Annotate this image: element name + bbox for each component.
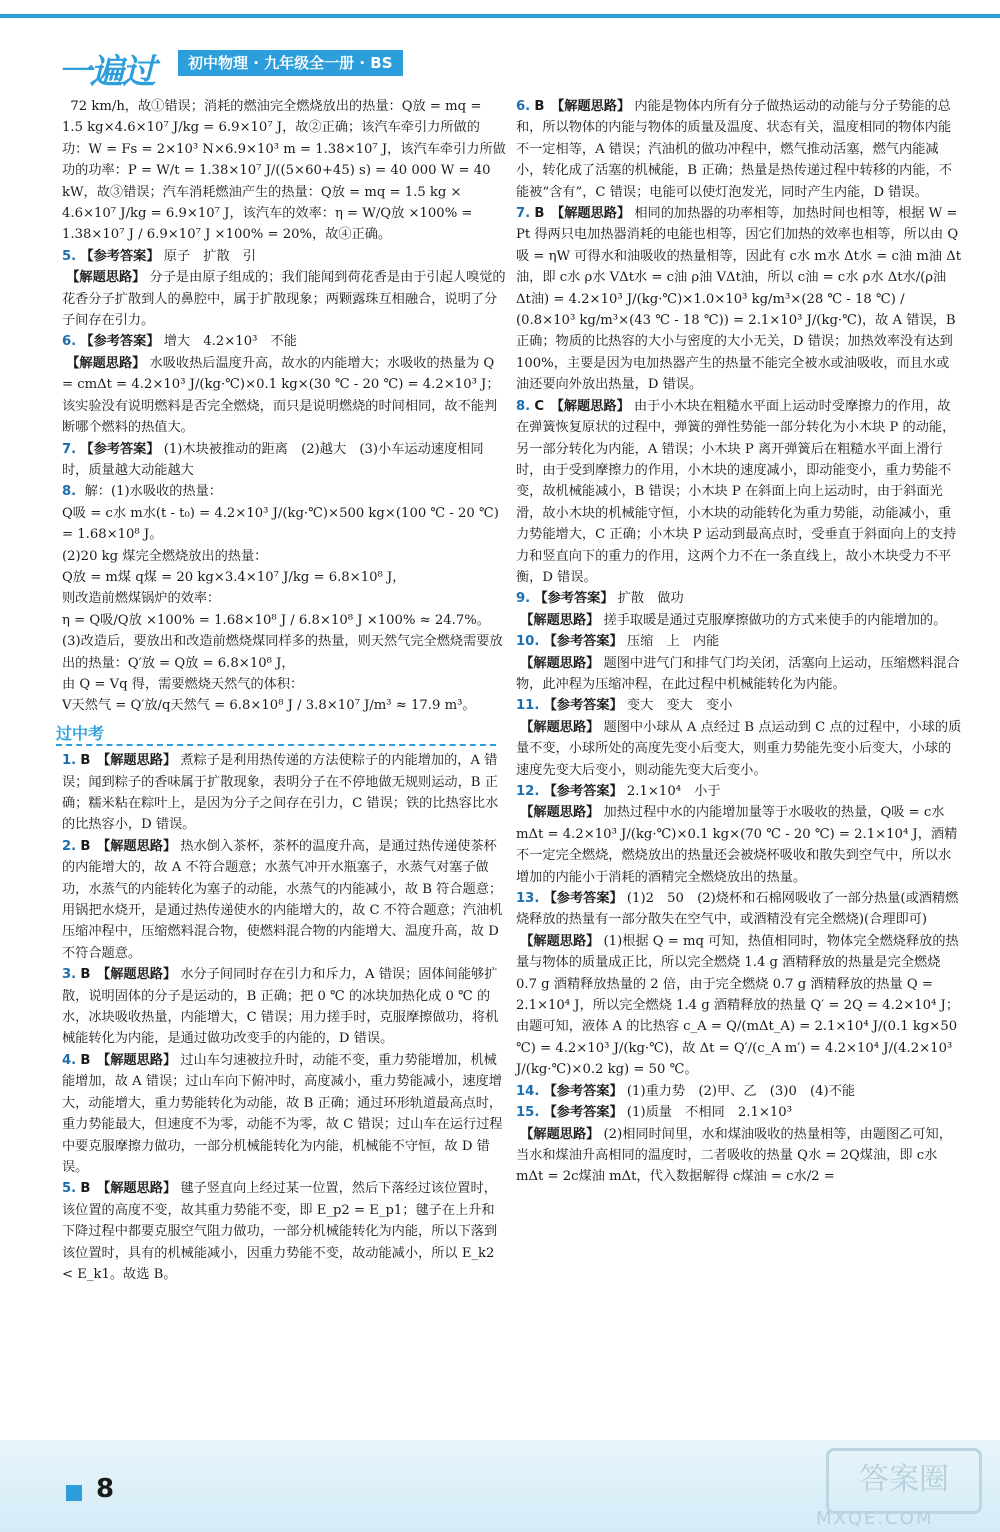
item-tag: B 【解题思路】 <box>534 206 631 222</box>
item-text: 过山车匀速被拉升时，动能不变，重力势能增加，机械能增加，故 A 错误；过山车向下俯冲时，高度减小，重力势能减小，速度增大，动能增大，重力势能转化为动能，故 B 正确；通过环形轨道最高点时，重力势能最大，但速度不为零，动能不为零，故 C 错误；过山车在运行过程中要克服摩擦力做功，一部分机械能转化为内能，机械能不守恒，故 D 错误。 <box>62 1052 503 1175</box>
item-number: 13. <box>516 891 540 907</box>
item-tag: 【解题思路】 <box>520 933 600 949</box>
watermark-logo: 答案圈 <box>826 1448 982 1514</box>
item-number: 6. <box>62 334 77 350</box>
item-tag: 【参考答案】 <box>80 334 160 350</box>
item-tag: 【解题思路】 <box>520 612 600 628</box>
item-tag: 【解题思路】 <box>66 270 146 286</box>
item-number: 4. <box>62 1052 77 1068</box>
item-number: 5. <box>62 248 77 264</box>
item-text: 2.1×10⁴ 小于 <box>626 784 721 799</box>
item-number: 6. <box>516 99 531 114</box>
item-tag: B 【解题思路】 <box>534 99 631 114</box>
answer-item <box>62 1178 506 1285</box>
item-number: 3. <box>62 967 77 983</box>
item-text: (2)相同时间里，水和煤油吸收的热量相等，由题图乙可知，当水和煤油升高相同的温度时，二者吸收的热量 Q水 = 2Q煤油，即 c水 mΔt = 2c煤油 mΔt，代入数据解得 c煤油 = c水/2 = <box>516 1126 952 1185</box>
answer-item <box>516 931 962 1081</box>
item-tag: 【参考答案】 <box>543 891 623 907</box>
item-text: 变大 变大 变小 <box>626 698 733 714</box>
answer-item <box>62 439 506 482</box>
answer-item <box>62 836 506 964</box>
item-tag: 【解题思路】 <box>520 805 600 821</box>
answer-item <box>516 1081 962 1102</box>
answer-item <box>516 781 962 802</box>
item-tag: B 【解题思路】 <box>80 753 177 769</box>
answer-item <box>62 267 506 331</box>
item-text: 加热过程中水的内能增加量等于水吸收的热量，Q吸 = c水 mΔt = 4.2×10³ J/(kg·℃)×0.1 kg×(70 ℃ - 20 ℃) = 2.1×10⁴ J，酒精不一定完全燃烧，燃烧放出的热量还会被烧杯吸收和散失到空气中，所以水增加的内能小于消耗的酒精完全燃烧放出的热量。 <box>516 805 958 885</box>
item-text: 题图中小球从 A 点经过 B 点运动到 C 点的过程中，小球的质量不变，小球所处的高度先变小后变大，则重力势能先变小后变大，小球的速度先变大后变小，则动能先变大后变小。 <box>516 719 962 778</box>
item-text: 水分子间同时存在引力和斥力，A 错误；固体间能够扩散，说明固体的分子是运动的，B 正确；把 0 ℃ 的冰块加热化成 0 ℃ 的水，冰块吸收热量，内能增大，C 错误；用力搓手时，克服摩擦做功，将机械能转化为内能，是通过做功改变手的内能的，D 错误。 <box>62 967 499 1047</box>
item-text: 毽子竖直向上经过某一位置，然后下落经过该位置时，该位置的高度不变，故其重力势能不变，即 E_p2 = E_p1；毽子在上升和下降过程中都要克服空气阻力做功，一部分机械能转化为内能，所以下落到该位置时，具有的机械能减小，因重力势能不变，故动能减小，所以 E_k2 < E_k1。故选 B。 <box>62 1181 499 1282</box>
page-number: 8 <box>96 1474 115 1504</box>
item-number: 14. <box>516 1083 540 1099</box>
left-column <box>56 96 506 1285</box>
answer-item <box>516 717 962 781</box>
item-tag: 【参考答案】 <box>543 1105 623 1121</box>
answer-item <box>62 964 506 1050</box>
item-text: 题图中进气门和排气门均关闭，活塞向上运动，压缩燃料混合物，此冲程为压缩冲程，在此过程中机械能转化为内能。 <box>516 655 960 692</box>
item-tag: 【参考答案】 <box>80 248 160 264</box>
item-tag: B 【解题思路】 <box>80 1181 177 1197</box>
brand-logo: 一遍过 <box>58 52 154 92</box>
item-text: 72 km/h，故①错误；消耗的燃油完全燃烧放出的热量：Q放 = mq = 1.5 kg×4.6×10⁷ J/kg = 6.9×10⁷ J，故②正确；该汽车牵引力所做的功：W = Fs = 2×10³ N×6.9×10³ m = 1.38×10⁷ J，该汽车牵引力所做功的功率：P = W/t = 1.38×10⁷ J/((5×60+45) s) = 40 000 W = 40 kW，故③错误；汽车消耗燃油产生的热量：Q放 = mq = 1.5 kg × 4.6×10⁷ J/kg = 6.9×10⁷ J，该汽车的效率：η = W/Q放 ×100% = 1.38×10⁷ J / 6.9×10⁷ J ×100% = 20%，故④正确。 <box>62 99 506 243</box>
item-text: 压缩 上 内能 <box>626 634 720 650</box>
item-tag: 【解题思路】 <box>520 1126 600 1142</box>
item-number: 10. <box>516 634 540 650</box>
item-tag: 【参考答案】 <box>543 698 623 714</box>
item-tag: 【解题思路】 <box>520 719 600 735</box>
answer-item <box>62 353 506 439</box>
answer-item <box>516 96 962 203</box>
item-text: 热水倒入茶杯，茶杯的温度升高，是通过热传递使茶杯的内能增大的，故 A 不符合题意；水蒸气冲开水瓶塞子，水蒸气对塞子做功，水蒸气的内能转化为塞子的动能，水蒸气的内能减小，故 B 符合题意；用锅把水烧开，是通过热传递使水的内能增大的，故 C 不符合题意；汽油机压缩冲程中，压缩燃料混合物，使燃料混合物的内能增大、温度升高，故 D 不符合题意。 <box>62 838 503 961</box>
section-title: 过中考 <box>56 723 496 746</box>
answer-item <box>62 96 506 246</box>
answer-item <box>516 802 962 888</box>
answer-item <box>62 1050 506 1178</box>
item-text: 内能是物体内所有分子做热运动的动能与分子势能的总和，所以物体的内能与物体的质量及温度、状态有关，温度相同的物体内能不一定相等，A 错误；汽油机的做功冲程中，燃气推动活塞，燃气内能减小，转化成了活塞的机械能，B 正确；热量是热传递过程中转移的内能，不能被“含有”，C 错误；电能可以使灯泡发光，同时产生内能，D 错误。 <box>516 99 952 200</box>
answer-item <box>62 750 506 836</box>
item-text: 由于小木块在粗糙水平面上运动时受摩擦力的作用，故在弹簧恢复原状的过程中，弹簧的弹性势能一部分转化为小木块 P 的动能，另一部分转化为内能，A 错误；小木块 P 离开弹簧后在粗糙水平面上滑行时，由于受到摩擦力的作用，小木块的速度减小，即动能变小，重力势能不变，故机械能减小，B 错误；小木块 P 在斜面上向上运动时，由于斜面光滑，故小木块的机械能守恒，小木块的动能转化为重力势能，动能减小，重力势能增大，C 正确；小木块 P 运动到最高点时，受垂直于斜面向上的支持力和竖直向下的重力的作用，这两个力不在一条直线上，故小木块受力不平衡，D 错误。 <box>516 398 957 585</box>
item-number: 8. <box>516 398 531 414</box>
item-number: 7. <box>62 441 77 457</box>
right-column <box>516 96 962 1188</box>
item-number: 1. <box>62 753 77 769</box>
page-footer <box>0 1440 1000 1532</box>
item-text: 扩散 做功 <box>617 591 684 607</box>
page-header <box>0 0 1000 92</box>
item-text: 水吸收热后温度升高，故水的内能增大；水吸收的热量为 Q = cmΔt = 4.2×10³ J/(kg·℃)×0.1 kg×(30 ℃ - 20 ℃) = 4.2×10³ J；该实验没有说明燃料是否完全燃烧，而只是说明燃烧的时间相同，故不能判断哪个燃料的热值大。 <box>62 355 500 436</box>
item-text: 分子是由原子组成的；我们能闻到荷花香是由于引起人嗅觉的花香分子扩散到人的鼻腔中，属于扩散现象；两颗露珠互相融合，说明了分子间存在引力。 <box>62 270 506 329</box>
item-text: (1)质量 不相同 2.1×10³ <box>626 1105 792 1121</box>
item-number: 8. <box>62 484 77 500</box>
item-tag: B 【解题思路】 <box>80 838 177 854</box>
book-subtitle: 初中物理 · 九年级全一册 · BS <box>178 50 403 76</box>
item-number: 15. <box>516 1105 540 1121</box>
answer-item <box>516 396 962 589</box>
answer-item <box>516 653 962 696</box>
answer-item <box>516 203 962 396</box>
item-number: 7. <box>516 206 531 222</box>
item-tag: 【参考答案】 <box>80 441 160 457</box>
item-tag: 【解题思路】 <box>520 655 600 671</box>
item-tag: B 【解题思路】 <box>80 967 177 983</box>
item-number: 11. <box>516 698 540 714</box>
item-text: 煮粽子是利用热传递的方法使粽子的内能增加的，A 错误；闻到粽子的香味属于扩散现象，表明分子在不停地做无规则运动，B 正确；糯米粘在粽叶上，是因为分子之间存在引力，C 错误；铁的比热容比水的比热容小，D 错误。 <box>62 753 499 833</box>
item-number: 12. <box>516 784 540 799</box>
item-tag: 【参考答案】 <box>534 591 614 607</box>
item-tag: 【参考答案】 <box>543 784 623 799</box>
header-bar <box>0 14 1000 18</box>
answer-item <box>516 610 962 631</box>
item-tag: 【参考答案】 <box>543 634 623 650</box>
answer-item <box>516 695 962 716</box>
answer-item <box>62 246 506 267</box>
item-text: 相同的加热器的功率相等，加热时间也相等，根据 W = Pt 得两只电加热器消耗的电能也相等，因它们加热的效率也相等，所以由 Q吸 = ηW 可得水和油吸收的热量相等，因此有 c水 m水 Δt水 = c油 m油 Δt油，即 c水 ρ水 VΔt水 = c油 ρ油 VΔt油，所以 c油 = c水 ρ水 Δt水/(ρ油 Δt油) = 4.2×10³ J/(kg·℃)×1.0×10³ kg/m³×(28 ℃ - 18 ℃) / (0.8×10³ kg/m³×(43 ℃ - 18 ℃)) = 2.1×10³ J/(kg·℃)，故 A 错误，B 正确；物质的比热容的大小与密度的大小无关，D 错误；加热效率没有达到 100%，主要是因为电加热器产生的热量不能完全被水或油吸收，而且水或油还要向外放出热量，D 错误。 <box>516 206 962 393</box>
item-tag: C 【解题思路】 <box>534 398 630 414</box>
page-marker <box>66 1485 82 1501</box>
item-text: (1)重力势 (2)甲、乙 (3)0 (4)不能 <box>626 1083 856 1099</box>
item-text: 原子 扩散 引 <box>163 248 257 264</box>
answer-item <box>62 331 506 352</box>
item-text: (1)根据 Q = mq 可知，热值相同时，物体完全燃烧释放的热量与物体的质量成正比，所以完全燃烧 1.4 g 酒精释放的热量是完全燃烧 0.7 g 酒精释放热量的 2 倍，由于完全燃烧 0.7 g 酒精释放的热量 Q = 2.1×10⁴ J，所以完全燃烧 1.4 g 酒精释放的热量 Q′ = 2Q = 4.2×10⁴ J；由题可知，液体 A 的比热容 c_A = Q/(mΔt_A) = 2.1×10⁴ J/(0.1 kg×50 ℃) = 4.2×10³ J/(kg·℃)，故 Δt = Q′/(c_A m′) = 4.2×10⁴ J/(4.2×10³ J/(kg·℃)×0.2 kg) = 50 ℃。 <box>516 933 962 1078</box>
item-text: 增大 4.2×10³ 不能 <box>163 334 297 350</box>
answer-item <box>516 588 962 609</box>
answer-item <box>516 1102 962 1123</box>
item-tag: B 【解题思路】 <box>80 1052 177 1068</box>
answer-item <box>516 1124 962 1188</box>
item-text: (1)木块被推动的距离 (2)越大 (3)小车运动速度相同时，质量越大动能越大 <box>62 441 484 478</box>
answer-item <box>516 631 962 652</box>
item-tag: 【参考答案】 <box>543 1083 623 1099</box>
watermark-url: MXQE.COM <box>816 1508 934 1529</box>
item-text: 搓手取暖是通过克服摩擦做功的方式来使手的内能增加的。 <box>603 612 947 628</box>
answer-item <box>516 888 962 931</box>
answer-item <box>62 481 506 716</box>
item-tag: 【解题思路】 <box>66 355 146 371</box>
item-text: (1)2 50 (2)烧杯和石棉网吸收了一部分热量(或酒精燃烧释放的热量有一部分散失在空气中，或酒精没有完全燃烧)(合理即可) <box>516 891 959 928</box>
item-text: 解：(1)水吸收的热量： Q吸 = c水 m水(t - t₀) = 4.2×10³ J/(kg·℃)×500 kg×(100 ℃ - 20 ℃) = 1.68×10⁸ J。 (2)20 kg 煤完全燃烧放出的热量： Q放 = m煤 q煤 = 20 kg×3.4×10⁷ J/kg = 6.8×10⁸ J， 则改造前燃煤锅炉的效率： η = Q吸/Q放 ×100% = 1.68×10⁸ J / 6.8×10⁸ J ×100% ≈ 24.7%。 (3)改造后，要放出和改造前燃烧煤同样多的热量，则天然气完全燃烧需要放出的热量：Q′放 = Q放 = 6.8×10⁸ J， 由 Q = Vq 得，需要燃烧天然气的体积： V天然气 = Q′放/q天然气 = 6.8×10⁸ J / 3.8×10⁷ J/m³ ≈ 17.9 m³。 <box>62 484 503 714</box>
item-number: 2. <box>62 838 77 854</box>
item-number: 9. <box>516 591 531 607</box>
item-number: 5. <box>62 1181 77 1197</box>
